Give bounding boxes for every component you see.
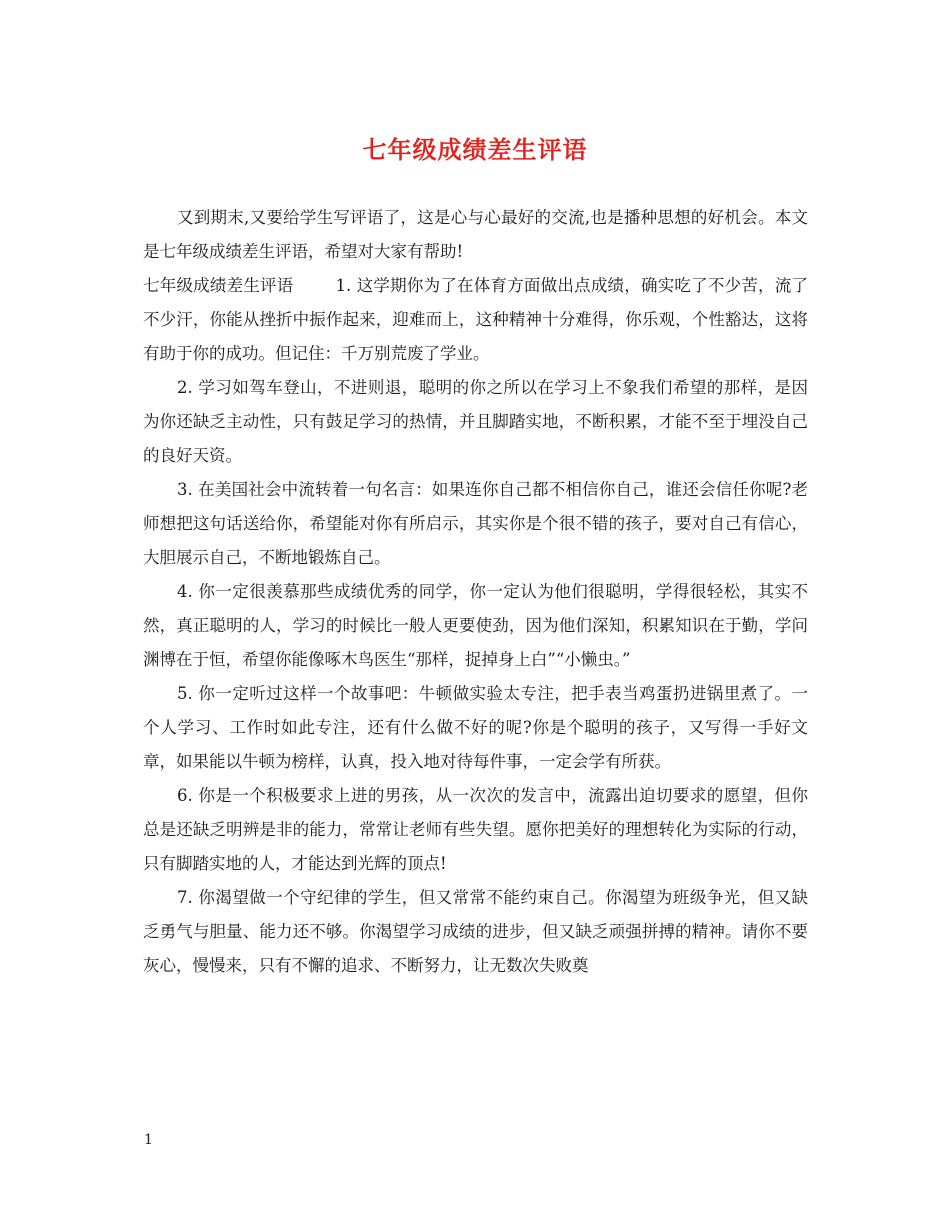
paragraph-1: 1. 这学期你为了在体育方面做出点成绩，确实吃了不少苦，流了不少汗，你能从挫折中振作起来，迎难而上，这种精神十分难得，你乐观，个性豁达，这将有助于你的成功。但记住：千万别荒废了学业。 bbox=[143, 276, 808, 363]
paragraph-3: 3. 在美国社会中流转着一句名言：如果连你自己都不相信你自己，谁还会信任你呢?老师想把这句话送给你，希望能对你有所启示，其实你是个很不错的孩子，要对自己有信心，大胆展示自己，不断地锻炼自己。 bbox=[143, 480, 808, 567]
paragraph-4: 4. 你一定很羡慕那些成绩优秀的同学，你一定认为他们很聪明，学得很轻松，其实不然，真正聪明的人，学习的时候比一般人更要使劲，因为他们深知，积累知识在于勤，学问渊博在于恒，希望你能像啄木鸟医生“那样，捉掉身上白”“小懒虫。” bbox=[143, 582, 808, 669]
intro-paragraph: 又到期末,又要给学生写评语了，这是心与心最好的交流,也是播种思想的好机会。本文是七年级成绩差生评语，希望对大家有帮助! bbox=[143, 208, 808, 261]
paragraph-6: 6. 你是一个积极要求上进的男孩，从一次次的发言中，流露出迫切要求的愿望，但你总是还缺乏明辨是非的能力，常常让老师有些失望。愿你把美好的理想转化为实际的行动，只有脚踏实地的人，才能达到光辉的顶点! bbox=[143, 786, 808, 873]
document-body bbox=[143, 201, 808, 983]
paragraph-2: 2. 学习如驾车登山，不进则退，聪明的你之所以在学习上不象我们希望的那样，是因为你还缺乏主动性，只有鼓足学习的热情，并且脚踏实地，不断积累，才能不至于埋没自己的良好天资。 bbox=[143, 378, 808, 465]
paragraph-5: 5. 你一定听过这样一个故事吧：牛顿做实验太专注，把手表当鸡蛋扔进锅里煮了。一个人学习、工作时如此专注，还有什么做不好的呢?你是个聪明的孩子，又写得一手好文章，如果能以牛顿为榜样，认真，投入地对待每件事，一定会学有所获。 bbox=[143, 684, 808, 771]
document-title: 七年级成绩差生评语 bbox=[362, 135, 588, 164]
section-heading: 七年级成绩差生评语 bbox=[143, 276, 294, 295]
paragraph-7: 7. 你渴望做一个守纪律的学生，但又常常不能约束自己。你渴望为班级争光，但又缺乏勇气与胆量、能力还不够。你渴望学习成绩的进步，但又缺乏顽强拼搏的精神。请你不要灰心，慢慢来，只有不懈的追求、不断努力，让无数次失败奠 bbox=[143, 888, 808, 975]
page-number: 1 bbox=[144, 1132, 153, 1148]
first-item-paragraph bbox=[143, 269, 808, 371]
